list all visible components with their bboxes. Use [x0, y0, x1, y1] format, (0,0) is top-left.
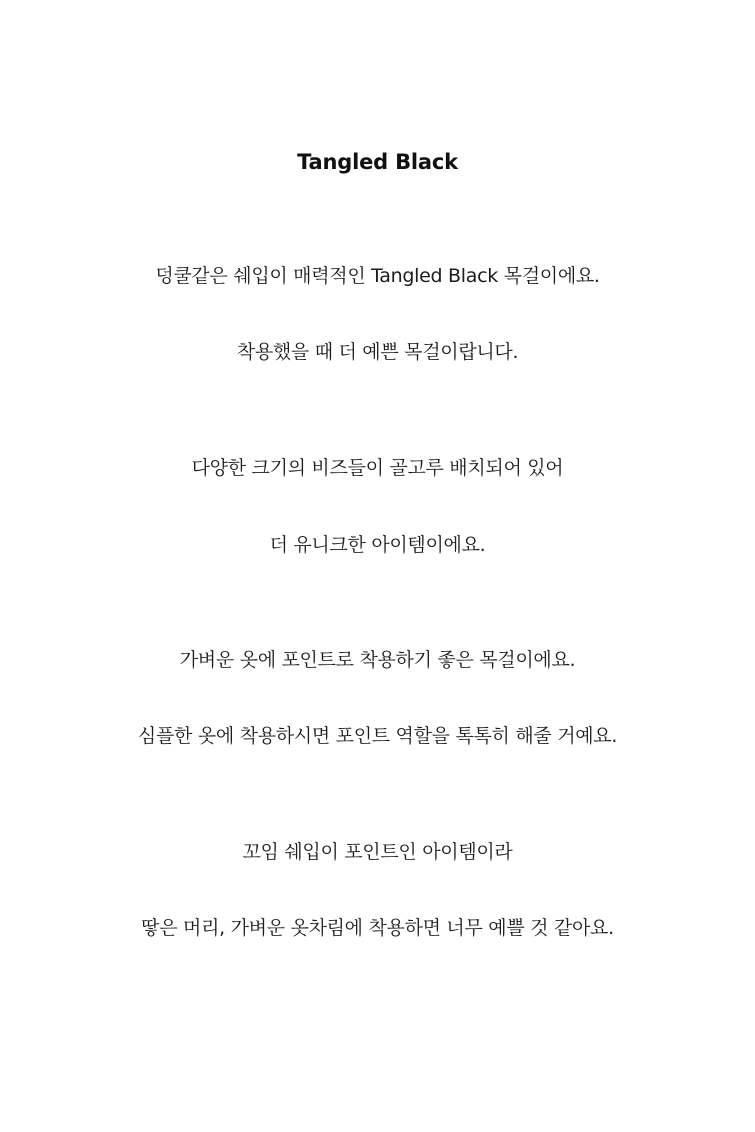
description-line: 가벼운 옷에 포인트로 착용하기 좋은 목걸이에요.	[179, 649, 576, 671]
product-title: Tangled Black	[297, 150, 458, 174]
description-line: 덩쿨같은 쉐입이 매력적인 Tangled Black 목걸이에요.	[155, 265, 600, 287]
description-line: 심플한 옷에 착용하시면 포인트 역할을 톡톡히 해줄 거예요.	[137, 725, 618, 747]
description-line: 다양한 크기의 비즈들이 골고루 배치되어 있어	[191, 457, 564, 479]
description-line: 꼬임 쉐입이 포인트인 아이템이라	[242, 841, 513, 863]
description-line: 착용했을 때 더 예쁜 목걸이랍니다.	[236, 341, 519, 363]
description-line: 더 유니크한 아이템이에요.	[269, 534, 486, 556]
description-line: 땋은 머리, 가벼운 옷차림에 착용하면 너무 예쁠 것 같아요.	[141, 917, 614, 939]
